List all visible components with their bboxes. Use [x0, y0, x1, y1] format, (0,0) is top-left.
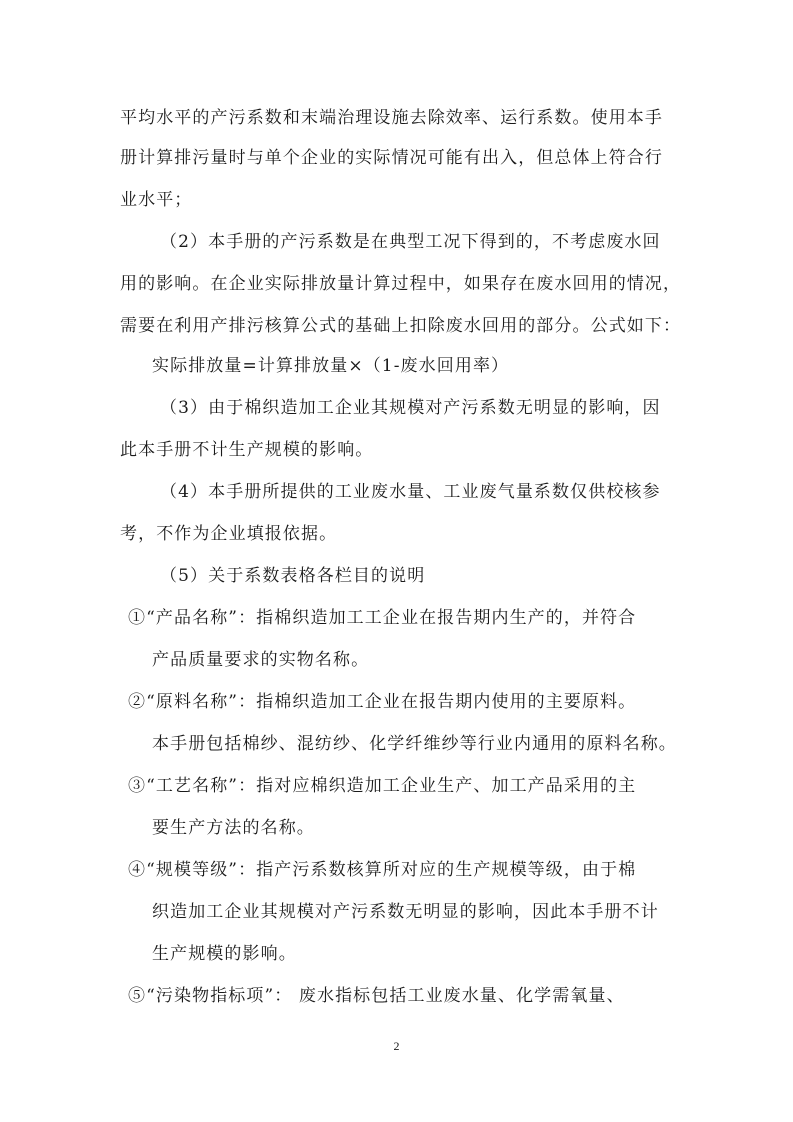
list-item: ②“原料名称”：指棉织造加工企业在报告期内使用的主要原料。 [128, 692, 637, 712]
list-item-continuation: 生产规模的影响。 [152, 944, 297, 964]
body-text-line: （2）本手册的产污系数是在典型工况下得到的，不考虑废水回 [160, 232, 661, 252]
list-item: ③“工艺名称”：指对应棉织造加工企业生产、加工产品采用的主 [128, 776, 637, 796]
body-text-line: 平均水平的产污系数和末端治理设施去除效率、运行系数。使用本手 [120, 108, 663, 128]
list-item: ⑤“污染物指标项”： 废水指标包括工业废水量、化学需氧量、 [128, 986, 625, 1006]
section-heading: （5）关于系数表格各栏目的说明 [160, 566, 426, 586]
body-text-line: （4）本手册所提供的工业废水量、工业废气量系数仅供校核参 [160, 482, 661, 502]
formula-line: 实际排放量=计算排放量×（1-废水回用率） [152, 356, 510, 376]
list-item: ①“产品名称”：指棉织造加工工企业在报告期内生产的，并符合 [128, 608, 637, 628]
list-item-continuation: 产品质量要求的实物名称。 [152, 650, 370, 670]
page-number: 2 [393, 1039, 400, 1053]
list-item-continuation: 织造加工企业其规模对产污系数无明显的影响，因此本手册不计 [152, 902, 659, 922]
list-item: ④“规模等级”：指产污系数核算所对应的生产规模等级，由于棉 [128, 860, 637, 880]
body-text-line: 用的影响。在企业实际排放量计算过程中，如果存在废水回用的情况， [120, 274, 682, 294]
body-text-line: 此本手册不计生产规模的影响。 [120, 440, 374, 460]
body-text-line: 业水平； [120, 190, 193, 210]
body-text-line: 册计算排污量时与单个企业的实际情况可能有出入，但总体上符合行 [120, 148, 663, 168]
body-text-line: 考，不作为企业填报依据。 [120, 524, 338, 544]
body-text-line: （3）由于棉织造加工企业其规模对产污系数无明显的影响，因 [160, 398, 661, 418]
list-item-continuation: 本手册包括棉纱、混纺纱、化学纤维纱等行业内通用的原料名称。 [152, 734, 677, 754]
body-text-line: 需要在利用产排污核算公式的基础上扣除废水回用的部分。公式如下： [120, 316, 682, 336]
list-item-continuation: 要生产方法的名称。 [152, 818, 315, 838]
